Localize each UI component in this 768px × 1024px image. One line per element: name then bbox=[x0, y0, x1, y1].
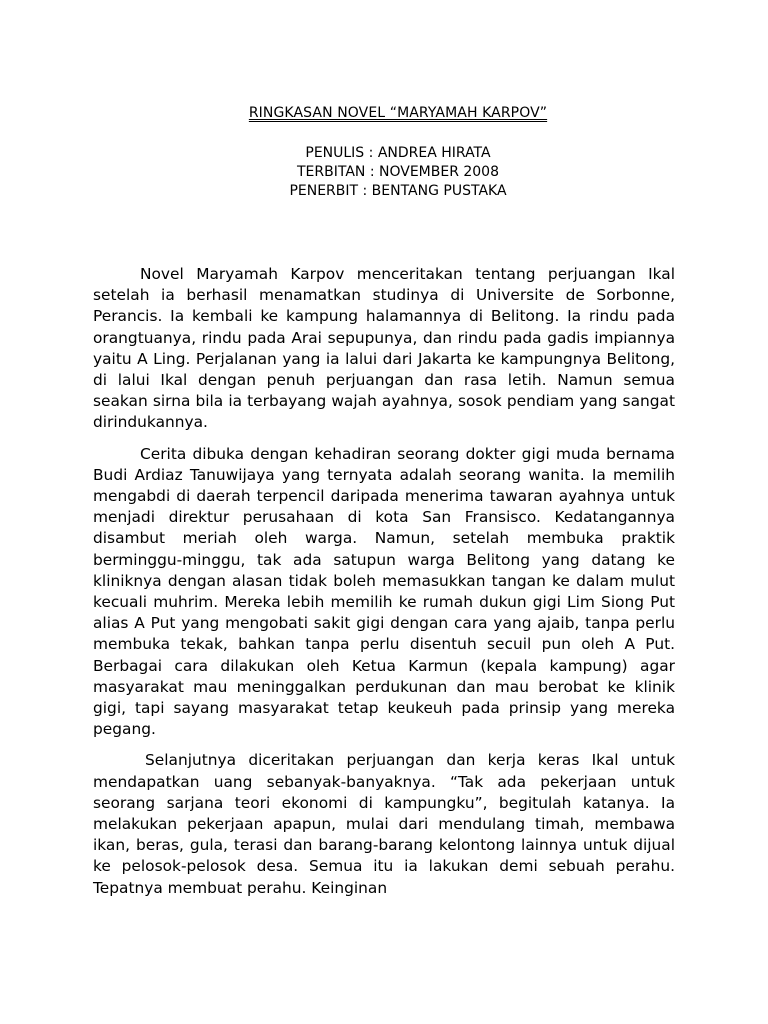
paragraph: Novel Maryamah Karpov menceritakan tentang perjuangan Ikal setelah ia berhasil menamatkan studinya di Universite de Sorbonne, Perancis. Ia kembali ke kampung halamannya di Belitong. Ia rindu pada orangtuanya, rindu pada Arai sepupunya, dan rindu pada gadis impiannya yaitu A Ling. Perjalanan yang ia lalui dari Jakarta ke kampungnya Belitong, di lalui Ikal dengan penuh perjuangan dan rasa letih. Namun semua seakan sirna bila ia terbayang wajah ayahnya, sosok pendiam yang sangat dirindukannya. bbox=[93, 265, 675, 432]
document-header bbox=[0, 104, 768, 201]
book-metadata bbox=[0, 144, 768, 201]
published-line: TERBITAN : NOVEMBER 2008 bbox=[297, 164, 499, 180]
summary-body bbox=[93, 264, 675, 909]
paragraph: Selanjutnya diceritakan perjuangan dan kerja keras Ikal untuk mendapatkan uang sebanyak-banyaknya. “Tak ada pekerjaan untuk seorang sarjana teori ekonomi di kampungku”, begitulah katanya. Ia melakukan pekerjaan apapun, mulai dari mendulang timah, membawa ikan, beras, gula, terasi dan barang-barang kelontong lainnya untuk dijual ke pelosok-pelosok desa. Semua itu ia lakukan demi sebuah perahu. Tepatnya membuat perahu. Keinginan bbox=[93, 751, 675, 897]
document-title: RINGKASAN NOVEL “MARYAMAH KARPOV” bbox=[248, 105, 548, 121]
paragraph: Cerita dibuka dengan kehadiran seorang dokter gigi muda bernama Budi Ardiaz Tanuwijaya yang ternyata adalah seorang wanita. Ia memilih mengabdi di daerah terpencil daripada menerima tawaran ayahnya untuk menjadi direktur perusahaan di kota San Fransisco. Kedatangannya disambut meriah oleh warga. Namun, setelah membuka praktik berminggu-minggu, tak ada satupun warga Belitong yang datang ke kliniknya dengan alasan tidak boleh memasukkan tangan ke dalam mulut kecuali muhrim. Mereka lebih memilih ke rumah dukun gigi Lim Siong Put alias A Put yang mengobati sakit gigi dengan cara yang ajaib, tanpa perlu membuka tekak, bahkan tanpa perlu disentuh secuil pun oleh A Put. Berbagai cara dilakukan oleh Ketua Karmun (kepala kampung) agar masyarakat mau meninggalkan perdukunan dan mau berobat ke klinik gigi, tapi sayang masyarakat tetap keukeuh pada prinsip yang mereka pegang. bbox=[93, 444, 675, 739]
author-line: PENULIS : ANDREA HIRATA bbox=[305, 145, 491, 161]
publisher-line: PENERBIT : BENTANG PUSTAKA bbox=[289, 183, 507, 199]
